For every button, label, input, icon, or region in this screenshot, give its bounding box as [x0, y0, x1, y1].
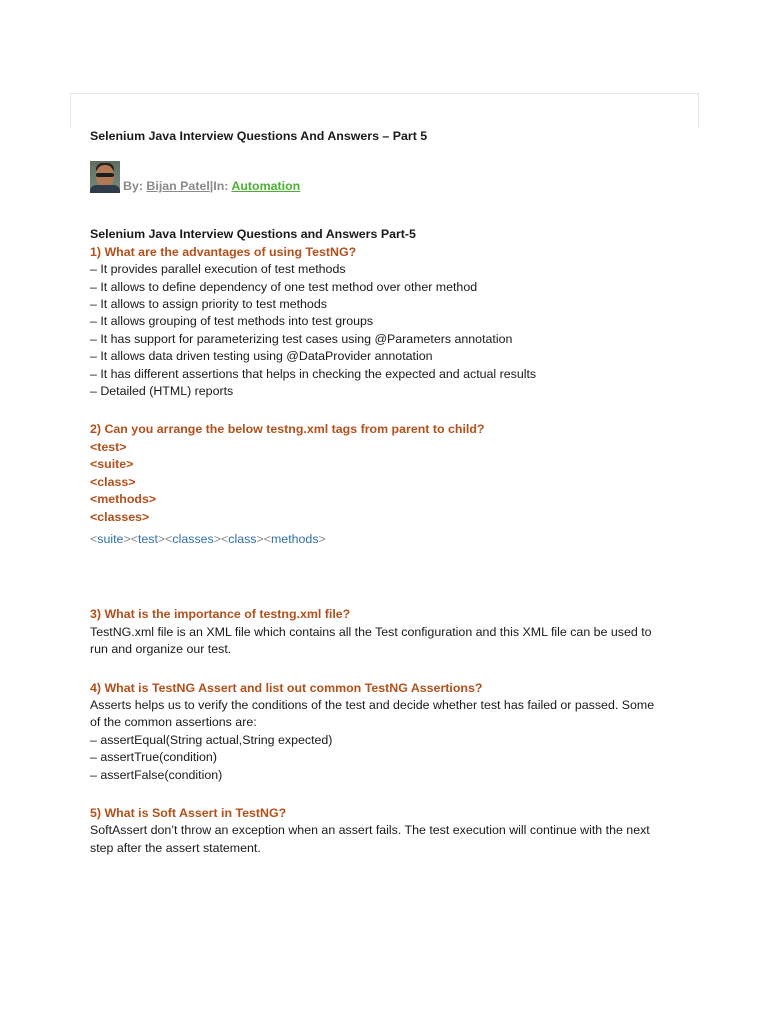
answer-line: SoftAssert don’t throw an exception when an assert fails. The test execution will continue with the next [90, 823, 650, 838]
list-item: – It allows to define dependency of one test method over other method [90, 279, 478, 294]
byline-meta [123, 178, 300, 195]
xml-answer-tag: suite [97, 531, 124, 546]
byline [90, 159, 680, 193]
q2-answer: <suite><test><classes><class><methods> [90, 531, 326, 546]
xml-tag-item: <methods> [90, 492, 157, 507]
answer-line: – assertTrue(condition) [90, 750, 217, 765]
question-1: 1) What are the advantages of using TestNG? [90, 244, 357, 259]
xml-tag-item: <classes> [90, 509, 150, 524]
question-3: 3) What is the importance of testng.xml file? [90, 607, 351, 622]
article-content [90, 128, 680, 857]
list-item: – It has support for parameterizing test cases using @Parameters annotation [90, 331, 513, 346]
xml-tag-item: <suite> [90, 457, 134, 472]
xml-tag-item: <test> [90, 439, 127, 454]
answer-line: TestNG.xml file is an XML file which contains all the Test configuration and this XML file can be used to [90, 624, 652, 639]
byline-separator: | [209, 179, 214, 193]
header-frame [70, 93, 699, 128]
author-avatar[interactable] [90, 161, 120, 193]
question-2: 2) Can you arrange the below testng.xml tags from parent to child? [90, 422, 485, 437]
in-label: In: [213, 179, 232, 193]
author-link[interactable]: Bijan Patel [146, 179, 210, 193]
answer-line: of the common assertions are: [90, 715, 257, 730]
article-title: Selenium Java Interview Questions And Answers – Part 5 [90, 129, 428, 143]
q1-answers [90, 261, 680, 400]
section-title: Selenium Java Interview Questions and Answers Part-5 [90, 227, 416, 242]
xml-answer-tag: classes [172, 531, 214, 546]
answer-line: run and organize our test. [90, 642, 232, 657]
xml-tag-item: <class> [90, 474, 136, 489]
answer-line: step after the assert statement. [90, 840, 261, 855]
answer-line: – assertEqual(String actual,String expected) [90, 732, 333, 747]
list-item: – It allows data driven testing using @DataProvider annotation [90, 349, 433, 364]
xml-answer-tag: methods [270, 531, 319, 546]
question-4: 4) What is TestNG Assert and list out common TestNG Assertions? [90, 680, 483, 695]
q2-tags [90, 439, 680, 526]
list-item: – It has different assertions that helps in checking the expected and actual results [90, 366, 537, 381]
xml-answer-tag: class [228, 531, 257, 546]
xml-answer-tag: test [137, 531, 158, 546]
by-label: By: [123, 179, 147, 193]
list-item: – It provides parallel execution of test methods [90, 262, 346, 277]
answer-line: Asserts helps us to verify the conditions of the test and decide whether test has failed or passed. Some [90, 697, 655, 712]
list-item: – It allows grouping of test methods into test groups [90, 314, 374, 329]
question-5: 5) What is Soft Assert in TestNG? [90, 805, 287, 820]
list-item: – Detailed (HTML) reports [90, 384, 234, 399]
list-item: – It allows to assign priority to test methods [90, 297, 327, 312]
answer-line: – assertFalse(condition) [90, 767, 223, 782]
category-link[interactable]: Automation [231, 179, 301, 193]
